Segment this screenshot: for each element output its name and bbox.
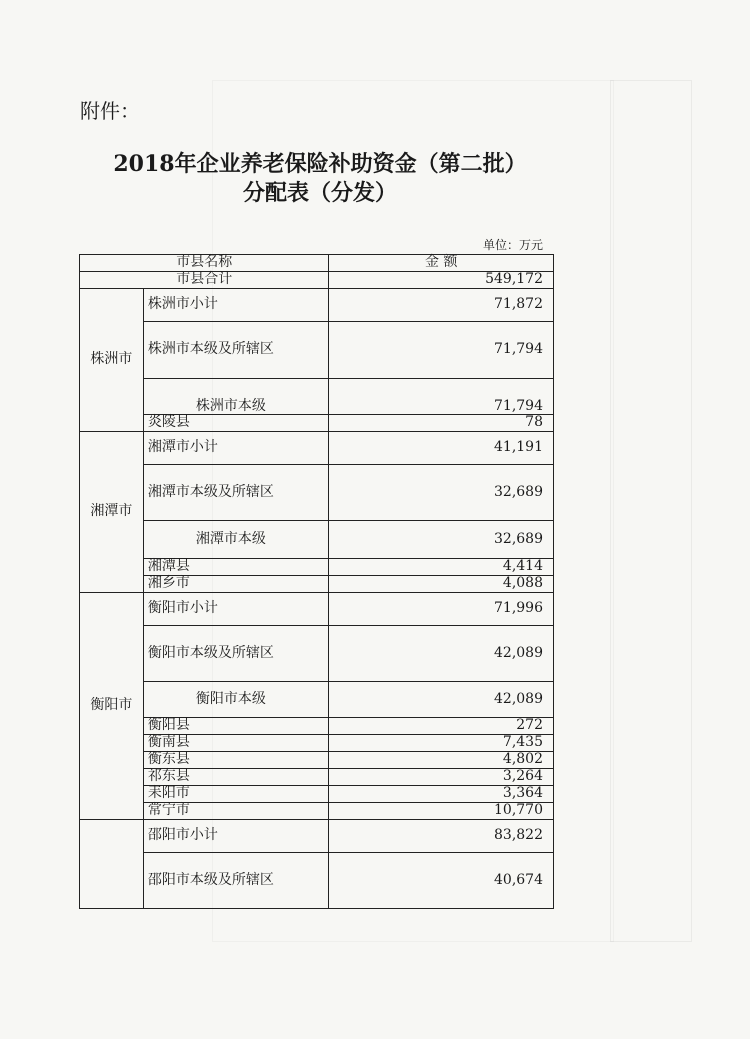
row-label: 邵阳市本级及所辖区 bbox=[143, 853, 329, 909]
table-row bbox=[80, 322, 554, 379]
total-label: 市县合计 bbox=[80, 272, 329, 289]
allocation-table bbox=[79, 254, 554, 909]
table-row bbox=[80, 626, 554, 682]
row-label: 株洲市本级 bbox=[143, 379, 329, 415]
document-title: 2018年企业养老保险补助资金（第二批） bbox=[113, 151, 527, 177]
table-row bbox=[80, 820, 554, 853]
row-amount: 71,794 bbox=[329, 322, 554, 379]
row-amount: 42,089 bbox=[329, 626, 554, 682]
table-row bbox=[80, 432, 554, 465]
row-amount: 83,822 bbox=[329, 820, 554, 853]
row-label: 株洲市本级及所辖区 bbox=[143, 322, 329, 379]
row-amount: 272 bbox=[329, 718, 554, 735]
total-amount: 549,172 bbox=[329, 272, 554, 289]
table-row bbox=[80, 853, 554, 909]
row-amount: 4,802 bbox=[329, 752, 554, 769]
table-row bbox=[80, 786, 554, 803]
attachment-label: 附件： bbox=[80, 99, 140, 123]
row-label: 湘潭市本级 bbox=[143, 521, 329, 559]
table-row bbox=[80, 559, 554, 576]
table-row bbox=[80, 718, 554, 735]
row-amount: 40,674 bbox=[329, 853, 554, 909]
table-row bbox=[80, 289, 554, 322]
row-amount: 32,689 bbox=[329, 465, 554, 521]
total-row bbox=[80, 272, 554, 289]
table-row bbox=[80, 752, 554, 769]
row-label: 湘潭市小计 bbox=[143, 432, 329, 465]
row-amount: 71,996 bbox=[329, 593, 554, 626]
row-label: 常宁市 bbox=[143, 803, 329, 820]
table-row bbox=[80, 803, 554, 820]
unit-label: 单位：万元 bbox=[483, 238, 544, 252]
row-amount: 71,872 bbox=[329, 289, 554, 322]
row-label: 炎陵县 bbox=[143, 415, 329, 432]
row-amount: 71,794 bbox=[329, 379, 554, 415]
table-row bbox=[80, 465, 554, 521]
table-row bbox=[80, 735, 554, 752]
row-amount: 4,088 bbox=[329, 576, 554, 593]
table-row bbox=[80, 521, 554, 559]
row-label: 湘潭市本级及所辖区 bbox=[143, 465, 329, 521]
row-amount: 32,689 bbox=[329, 521, 554, 559]
table-row bbox=[80, 576, 554, 593]
table-row bbox=[80, 769, 554, 786]
row-amount: 41,191 bbox=[329, 432, 554, 465]
row-label: 湘乡市 bbox=[143, 576, 329, 593]
col-header-amount: 金 额 bbox=[329, 255, 554, 272]
table-row bbox=[80, 593, 554, 626]
row-label: 衡阳市小计 bbox=[143, 593, 329, 626]
city-name: 湘潭市 bbox=[80, 432, 144, 593]
city-name: 衡阳市 bbox=[80, 593, 144, 820]
table-row bbox=[80, 415, 554, 432]
row-amount: 10,770 bbox=[329, 803, 554, 820]
row-amount: 42,089 bbox=[329, 682, 554, 718]
row-amount: 7,435 bbox=[329, 735, 554, 752]
row-label: 邵阳市小计 bbox=[143, 820, 329, 853]
row-label: 湘潭县 bbox=[143, 559, 329, 576]
city-name bbox=[80, 820, 144, 909]
table-row bbox=[80, 682, 554, 718]
row-label: 衡阳市本级 bbox=[143, 682, 329, 718]
bleed-through-column bbox=[610, 80, 692, 942]
col-header-name: 市县名称 bbox=[80, 255, 329, 272]
row-label: 衡阳市本级及所辖区 bbox=[143, 626, 329, 682]
city-name: 株洲市 bbox=[80, 289, 144, 432]
row-amount: 78 bbox=[329, 415, 554, 432]
row-label: 株洲市小计 bbox=[143, 289, 329, 322]
row-label: 耒阳市 bbox=[143, 786, 329, 803]
table-header-row bbox=[80, 255, 554, 272]
row-label: 衡南县 bbox=[143, 735, 329, 752]
row-label: 衡东县 bbox=[143, 752, 329, 769]
row-amount: 3,264 bbox=[329, 769, 554, 786]
row-label: 祁东县 bbox=[143, 769, 329, 786]
row-amount: 4,414 bbox=[329, 559, 554, 576]
row-amount: 3,364 bbox=[329, 786, 554, 803]
row-label: 衡阳县 bbox=[143, 718, 329, 735]
table-row bbox=[80, 379, 554, 415]
document-subtitle: 分配表（分发） bbox=[242, 180, 397, 206]
